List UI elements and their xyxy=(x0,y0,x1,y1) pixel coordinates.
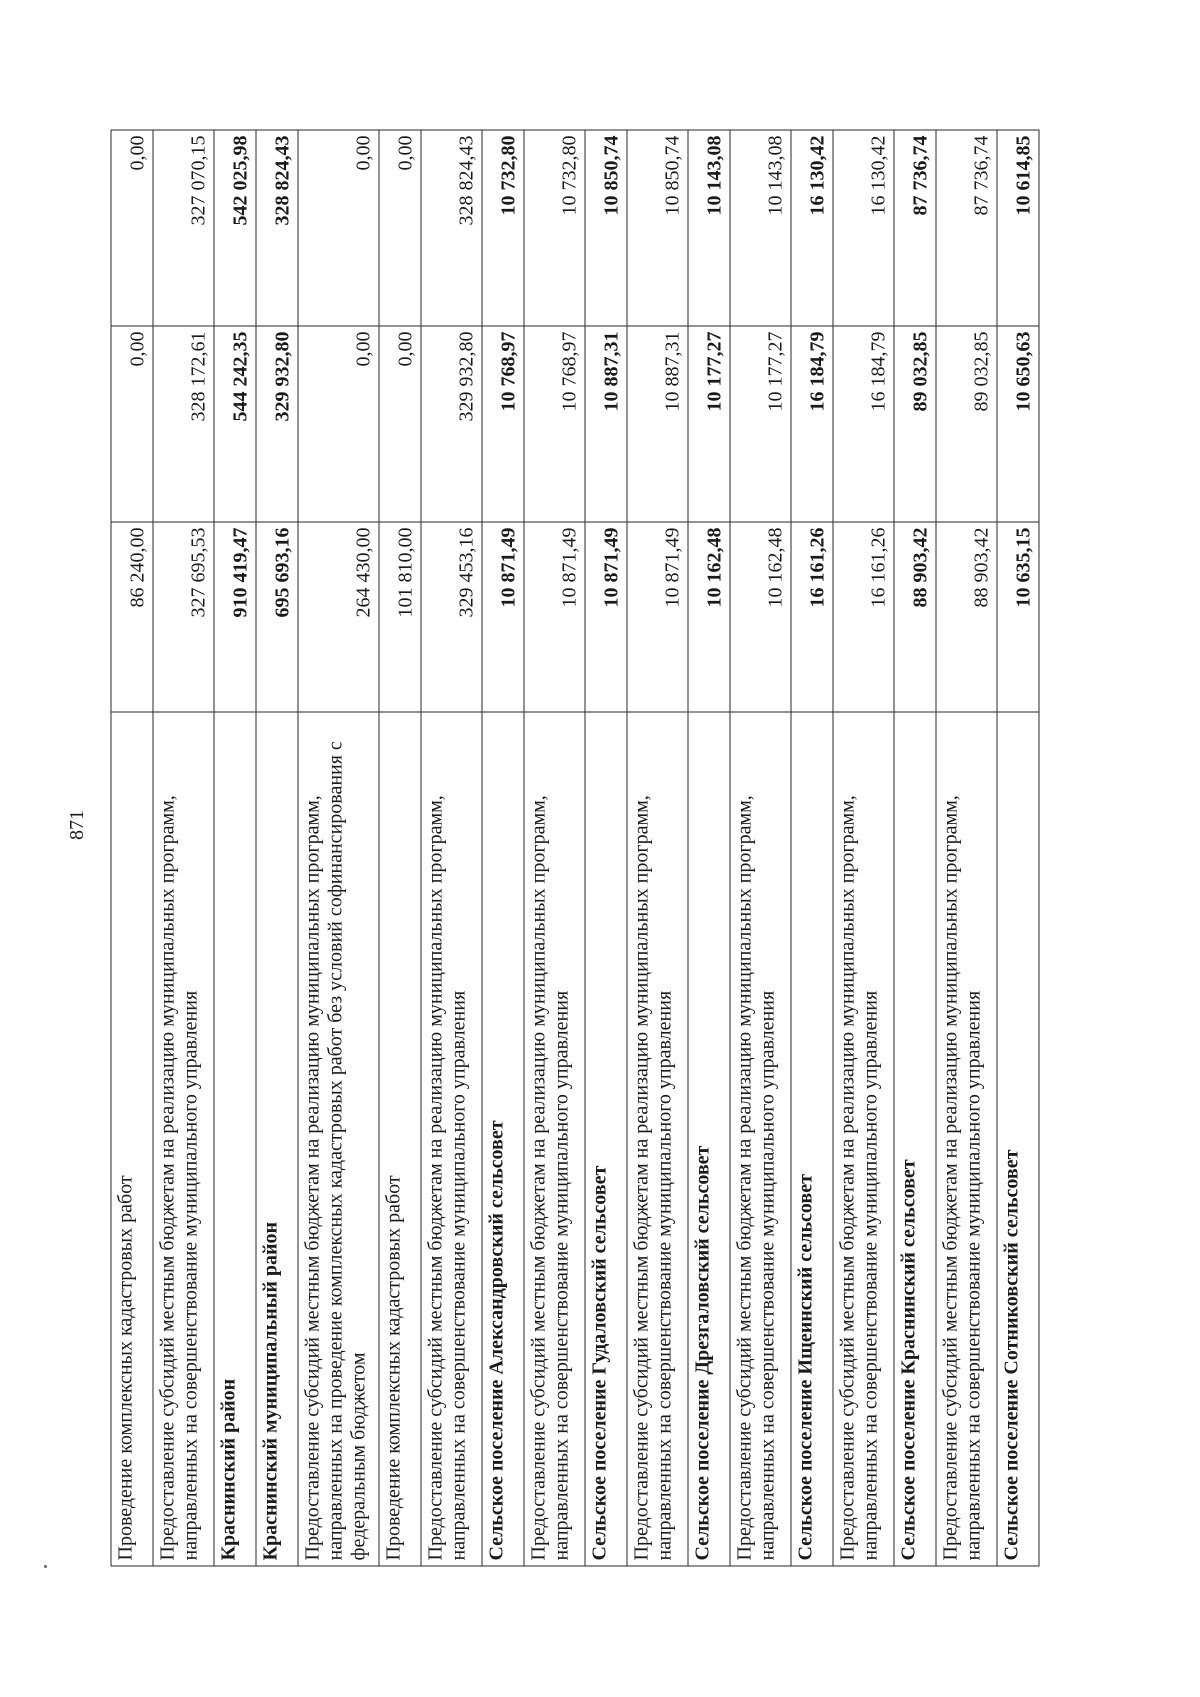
value-cell-3: 16 130,42 xyxy=(833,130,894,326)
row-name-cell: Проведение комплексных кадастровых работ xyxy=(379,712,421,1566)
table-row xyxy=(379,130,421,1566)
rotated-table-container xyxy=(110,130,1034,1566)
table-row xyxy=(627,130,688,1566)
value-cell-1: 10 871,49 xyxy=(482,522,524,712)
value-cell-2: 10 177,27 xyxy=(730,326,791,522)
value-cell-1: 101 810,00 xyxy=(379,522,421,712)
table-row xyxy=(111,130,153,1566)
table-row-subtotal xyxy=(585,130,627,1566)
value-cell-1: 10 162,48 xyxy=(688,522,730,712)
row-name-cell: Предоставление субсидий местным бюджетам на реализацию муниципальных программ, направленных на совершенствование муниципального управления xyxy=(730,712,791,1566)
value-cell-3: 87 736,74 xyxy=(936,130,997,326)
table-row xyxy=(421,130,482,1566)
row-name-cell: Предоставление субсидий местным бюджетам на реализацию муниципальных программ, направленных на совершенствование муниципального управления xyxy=(421,712,482,1566)
table-row-subtotal xyxy=(791,130,833,1566)
scan-speck xyxy=(44,1565,47,1568)
table-row-subtotal xyxy=(256,130,298,1566)
value-cell-1: 10 871,49 xyxy=(627,522,688,712)
row-name-cell: Предоставление субсидий местным бюджетам на реализацию муниципальных программ, направленных на совершенствование муниципального управления xyxy=(627,712,688,1566)
table-row-subtotal xyxy=(894,130,936,1566)
value-cell-2: 10 887,31 xyxy=(585,326,627,522)
value-cell-2: 544 242,35 xyxy=(214,326,256,522)
value-cell-3: 10 143,08 xyxy=(688,130,730,326)
row-name-cell: Предоставление субсидий местным бюджетам на реализацию муниципальных программ, направленных на проведение комплексных кадастровых работ без условий софинансирования с федеральным бюджетом xyxy=(298,712,379,1566)
table-row-subtotal xyxy=(482,130,524,1566)
row-name-cell: Предоставление субсидий местным бюджетам на реализацию муниципальных программ, направленных на совершенствование муниципального управления xyxy=(524,712,585,1566)
value-cell-2: 0,00 xyxy=(298,326,379,522)
table-row xyxy=(153,130,214,1566)
row-name-cell: Сельское поселение Краснинский сельсовет xyxy=(894,712,936,1566)
value-cell-2: 0,00 xyxy=(111,326,153,522)
value-cell-3: 10 850,74 xyxy=(585,130,627,326)
value-cell-3: 10 850,74 xyxy=(627,130,688,326)
row-name-cell: Сельское поселение Дрезгаловский сельсовет xyxy=(688,712,730,1566)
value-cell-1: 10 871,49 xyxy=(585,522,627,712)
value-cell-3: 542 025,98 xyxy=(214,130,256,326)
value-cell-2: 10 768,97 xyxy=(524,326,585,522)
value-cell-1: 10 162,48 xyxy=(730,522,791,712)
row-name-cell: Сельское поселение Ищеинский сельсовет xyxy=(791,712,833,1566)
value-cell-3: 10 614,85 xyxy=(997,130,1039,326)
table-row xyxy=(936,130,997,1566)
value-cell-1: 10 871,49 xyxy=(524,522,585,712)
row-name-cell: Краснинский муниципальный район xyxy=(256,712,298,1566)
row-name-cell: Проведение комплексных кадастровых работ xyxy=(111,712,153,1566)
table-row xyxy=(298,130,379,1566)
value-cell-2: 89 032,85 xyxy=(936,326,997,522)
value-cell-3: 10 732,80 xyxy=(524,130,585,326)
value-cell-3: 10 732,80 xyxy=(482,130,524,326)
row-name-cell: Сельское поселение Сотниковский сельсовет xyxy=(997,712,1039,1566)
value-cell-1: 88 903,42 xyxy=(894,522,936,712)
value-cell-3: 0,00 xyxy=(111,130,153,326)
value-cell-2: 329 932,80 xyxy=(256,326,298,522)
value-cell-3: 10 143,08 xyxy=(730,130,791,326)
value-cell-2: 0,00 xyxy=(379,326,421,522)
value-cell-2: 89 032,85 xyxy=(894,326,936,522)
value-cell-2: 16 184,79 xyxy=(791,326,833,522)
value-cell-3: 16 130,42 xyxy=(791,130,833,326)
value-cell-1: 86 240,00 xyxy=(111,522,153,712)
value-cell-1: 88 903,42 xyxy=(936,522,997,712)
value-cell-2: 10 768,97 xyxy=(482,326,524,522)
table-row-subtotal xyxy=(214,130,256,1566)
row-name-cell: Предоставление субсидий местным бюджетам на реализацию муниципальных программ, направленных на совершенствование муниципального управления xyxy=(936,712,997,1566)
value-cell-1: 910 419,47 xyxy=(214,522,256,712)
value-cell-2: 16 184,79 xyxy=(833,326,894,522)
row-name-cell: Предоставление субсидий местным бюджетам на реализацию муниципальных программ, направленных на совершенствование муниципального управления xyxy=(153,712,214,1566)
row-name-cell: Сельское поселение Гудаловский сельсовет xyxy=(585,712,627,1566)
table-row xyxy=(524,130,585,1566)
value-cell-2: 329 932,80 xyxy=(421,326,482,522)
value-cell-1: 695 693,16 xyxy=(256,522,298,712)
value-cell-3: 0,00 xyxy=(298,130,379,326)
value-cell-1: 329 453,16 xyxy=(421,522,482,712)
budget-table xyxy=(110,129,1039,1566)
table-row-subtotal xyxy=(688,130,730,1566)
table-row xyxy=(833,130,894,1566)
value-cell-3: 0,00 xyxy=(379,130,421,326)
row-name-cell: Сельское поселение Александровский сельсовет xyxy=(482,712,524,1566)
table-row xyxy=(730,130,791,1566)
row-name-cell: Краснинский район xyxy=(214,712,256,1566)
value-cell-3: 327 070,15 xyxy=(153,130,214,326)
value-cell-1: 16 161,26 xyxy=(791,522,833,712)
value-cell-2: 10 887,31 xyxy=(627,326,688,522)
value-cell-3: 328 824,43 xyxy=(421,130,482,326)
value-cell-2: 10 177,27 xyxy=(688,326,730,522)
value-cell-2: 328 172,61 xyxy=(153,326,214,522)
value-cell-1: 16 161,26 xyxy=(833,522,894,712)
table-row-subtotal xyxy=(997,130,1039,1566)
value-cell-1: 327 695,53 xyxy=(153,522,214,712)
value-cell-3: 328 824,43 xyxy=(256,130,298,326)
value-cell-1: 10 635,15 xyxy=(997,522,1039,712)
row-name-cell: Предоставление субсидий местным бюджетам на реализацию муниципальных программ, направленных на совершенствование муниципального управления xyxy=(833,712,894,1566)
value-cell-1: 264 430,00 xyxy=(298,522,379,712)
value-cell-2: 10 650,63 xyxy=(997,326,1039,522)
value-cell-3: 87 736,74 xyxy=(894,130,936,326)
page-number: 871 xyxy=(66,810,88,840)
